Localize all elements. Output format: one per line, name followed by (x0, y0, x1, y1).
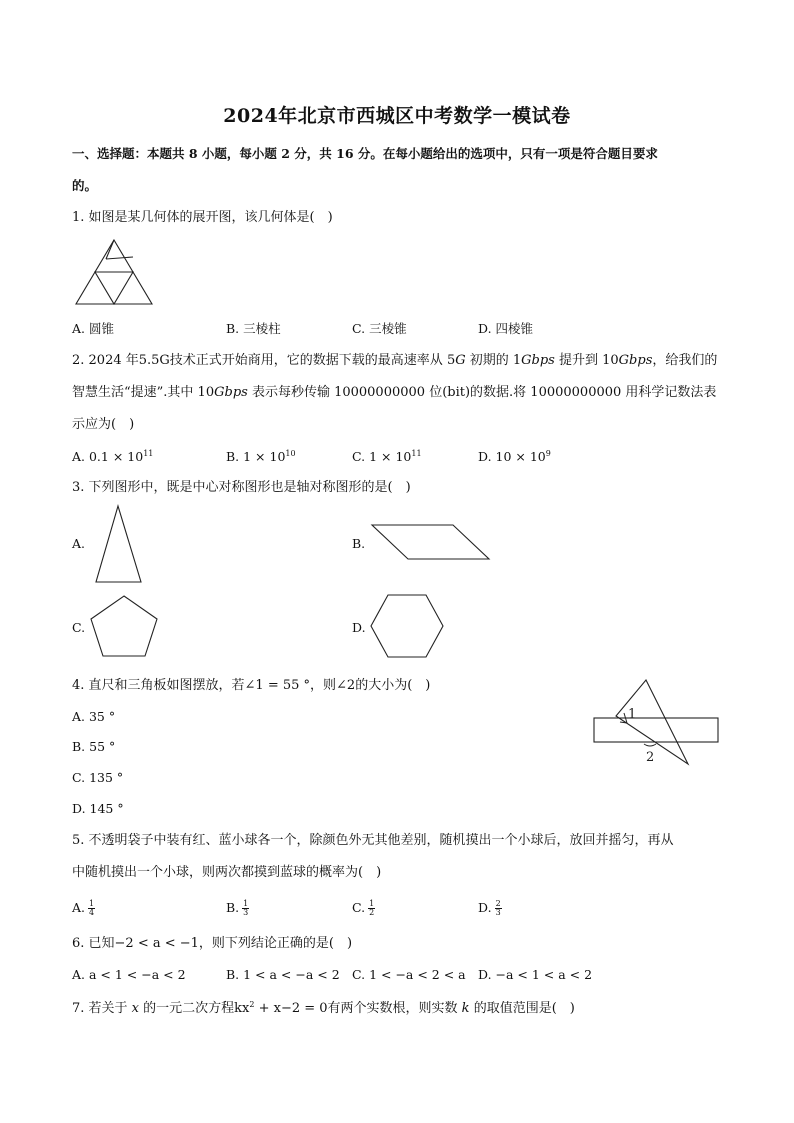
q2-option-c: C. $1 \times 10^{11}$ (352, 449, 422, 464)
q3-label-b: B. (352, 536, 366, 551)
q4-option-c: C. 135 ° (72, 770, 124, 785)
q6-option-a: A. a < 1 < −a < 2 (72, 967, 186, 982)
q4-ruler-triangle-figure (592, 678, 722, 768)
q2-option-a: A. $0.1 \times 10^{11}$ (72, 449, 154, 464)
q1-option-d: D. 四棱锥 (478, 321, 534, 336)
q3-label-c: C. (72, 620, 86, 635)
q1-option-b: B. 三棱柱 (226, 321, 281, 336)
q6-stem: 6. 已知−2 < a < −1，则下列结论正确的是( ) (72, 936, 353, 951)
page-title: 2024年北京市西城区中考数学一模试卷 (223, 105, 571, 127)
q6-option-b: B. 1 < a < −a < 2 (226, 967, 340, 982)
q6-option-c: C. 1 < −a < 2 < a (352, 967, 466, 982)
q3-stem: 3. 下列图形中，既是中心对称图形也是轴对称图形的是( ) (72, 480, 411, 495)
q4-option-a: A. 35 ° (72, 709, 116, 724)
q3-figure-triangle (94, 504, 144, 584)
section-header: 一、选择题：本题共 8 小题，每小题 2 分，共 16 分。在每小题给出的选项中，只有一项是符合题目要求 (72, 146, 658, 161)
q3-label-d: D. (352, 620, 366, 635)
q5-option-a: A. $\frac{1}{4}$ (72, 899, 95, 917)
q5-option-b: B. $\frac{1}{3}$ (226, 899, 249, 917)
q7-stem: 7. 若关于 x 的一元二次方程$kx^2 + x-2 = 0$有两个实数根，则实数 k 的取值范围是( ) (72, 1000, 575, 1016)
q1-option-a: A. 圆锥 (72, 321, 114, 336)
q4-angle2-label: 2 (646, 750, 655, 765)
q2-option-b: B. $1 \times 10^{10}$ (226, 449, 296, 464)
q5-option-c: C. $\frac{1}{2}$ (352, 899, 375, 917)
q4-option-b: B. 55 ° (72, 739, 116, 754)
q6-option-d: D. −a < 1 < a < 2 (478, 967, 593, 982)
q3-figure-hexagon (369, 593, 445, 659)
section-header-cont: 的。 (72, 178, 98, 193)
q3-label-a: A. (72, 536, 86, 551)
q5-line1: 5. 不透明袋子中装有红、蓝小球各一个，除颜色外无其他差别，随机摸出一个小球后，放回并摇匀，再从 (72, 833, 674, 848)
q4-angle1-label: 1 (628, 707, 637, 722)
q3-figure-pentagon (89, 594, 159, 658)
q2-line3: 示应为( ) (72, 417, 135, 432)
q1-option-c: C. 三棱锥 (352, 321, 407, 336)
q1-stem: 1. 如图是某几何体的展开图，该几何体是( ) (72, 210, 333, 225)
q4-option-d: D. 145 ° (72, 801, 124, 816)
q2-option-d: D. $10 \times 10^9$ (478, 449, 551, 464)
q5-line2: 中随机摸出一个小球，则两次都摸到蓝球的概率为( ) (72, 865, 382, 880)
q5-option-d: D. $\frac{2}{3}$ (478, 899, 501, 917)
q3-figure-parallelogram (370, 523, 492, 561)
q2-line2: 智慧生活“提速”.其中 10Gbps 表示每秒传输 10000000000 位(bit)的数据.将 10000000000 用科学记数法表 (72, 385, 717, 400)
q2-line1: 2. 2024 年5.5G技术正式开始商用，它的数据下载的最高速率从 5G 初期的 1Gbps 提升到 10Gbps，给我们的 (72, 353, 718, 368)
q4-stem: 4. 直尺和三角板如图摆放，若∠1 = 55 °，则∠2的大小为( ) (72, 678, 431, 693)
q1-net-figure (74, 238, 156, 308)
